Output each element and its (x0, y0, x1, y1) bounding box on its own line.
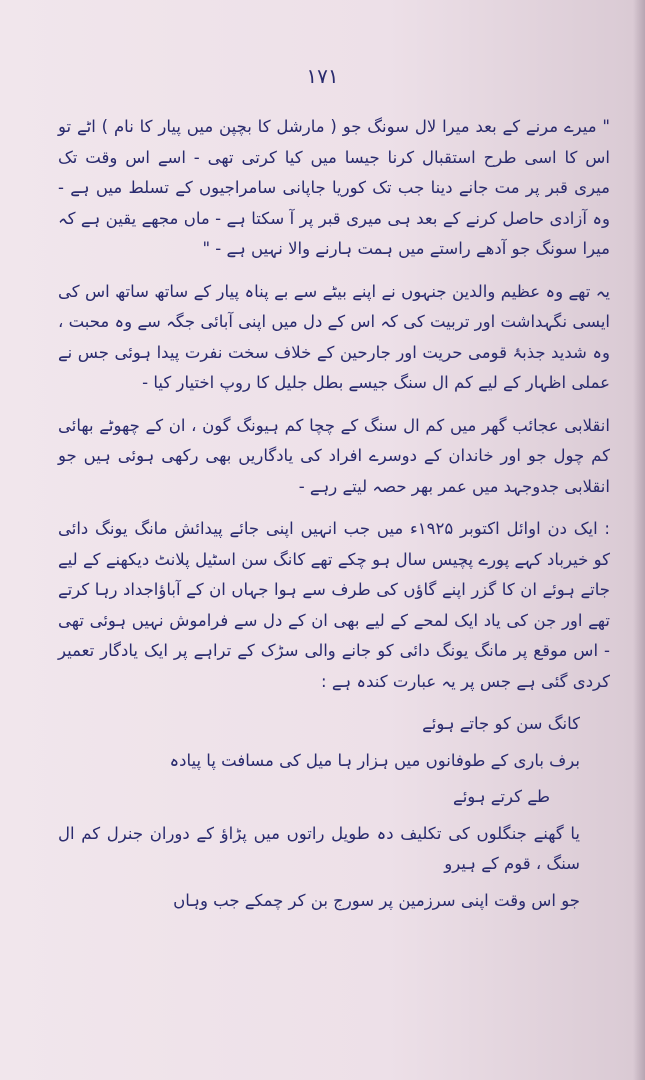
inscription-line: یا گھنے جنگلوں کی تکلیف دہ طویل راتوں میں پڑاؤ کے دوران جنرل کم ال سنگ ، قوم کے ہیرو (58, 823, 580, 873)
page-number: ۱۷۱ (306, 64, 339, 88)
page-text (58, 112, 610, 922)
page-edge-shadow (633, 0, 645, 1080)
paragraph-october-1925: : ایک دن اوائل اکتوبر ۱۹۲۵ء میں جب انہیں اپنی جائے پیدائش مانگ یونگ دائی کو خیرباد کہے پورے پچیس سال ہو چکے تھے کانگ سن اسٹیل پلانٹ دیکھنے کے لیے جاتے ہوئے ان کا گزر اپنے گاؤں کی طرف سے ہوا جہاں ان کے آباؤاجداد رہا کرتے تھے اور جن کی یاد ایک لمحے کے لیے بھی ان کے دل سے فراموش نہیں ہوئی تھی - اس موقع پر مانگ یونگ دائی کو جانے والی سڑک کے تراہے پر ایک یادگار تعمیر کردی گئی ہے جس پر یہ عبارت کندہ ہے : (58, 519, 610, 691)
inscription-line: برف باری کے طوفانوں میں ہزار ہا میل کی مسافت پا پیادہ (169, 750, 580, 770)
paragraph-quote: " میرے مرنے کے بعد میرا لال سونگ جو ( مارشل کا بچپن میں پیار کا نام ) اٹے تو اس کا اسی طرح استقبال کرنا جیسا میں کیا کرتی تھی - اسے اس وقت تک میری قبر پر مت جانے دینا جب تک کوریا جاپانی سامراجیوں کے تسلط میں ہے - وہ آزادی حاصل کرنے کے بعد ہی میری قبر پر آ سکتا ہے - ماں مجھے یقین ہے کہ میرا سونگ جو آدھے راستے میں ہمت ہارنے والا نہیں ہے - " (58, 117, 610, 258)
paragraph-parents: یہ تھے وہ عظیم والدین جنہوں نے اپنے بیٹے سے بے پناہ پیار کے ساتھ ساتھ اس کی ایسی نگہداشت اور تربیت کی کہ اس کے دل میں اپنی آبائی جگہ سے وہ محبت ، وہ شدید جذبۂ قومی حریت اور جارحین کے خلاف سخت نفرت پیدا ہوئی جس نے عملی اظہار کے لیے کم ال سنگ جیسے بطل جلیل کا روپ اختیار کیا - (58, 281, 610, 392)
inscription-line: جو اس وقت اپنی سرزمین پر سورج بن کر چمکے جب وہاں (173, 890, 580, 910)
paragraph-museum: انقلابی عجائب گھر میں کم ال سنگ کے چچا کم ہیونگ گون ، ان کے چھوٹے بھائی کم چول جو اور خاندان کے دوسرے افراد کی یادگاریں بھی رکھی ہوئی ہیں جو انقلابی جدوجہد میں عمر بھر حصہ لیتے رہے - (58, 415, 610, 496)
inscription-line: طے کرتے ہوئے (453, 787, 550, 806)
inscription-line: کانگ سن کو جاتے ہوئے (422, 714, 580, 733)
